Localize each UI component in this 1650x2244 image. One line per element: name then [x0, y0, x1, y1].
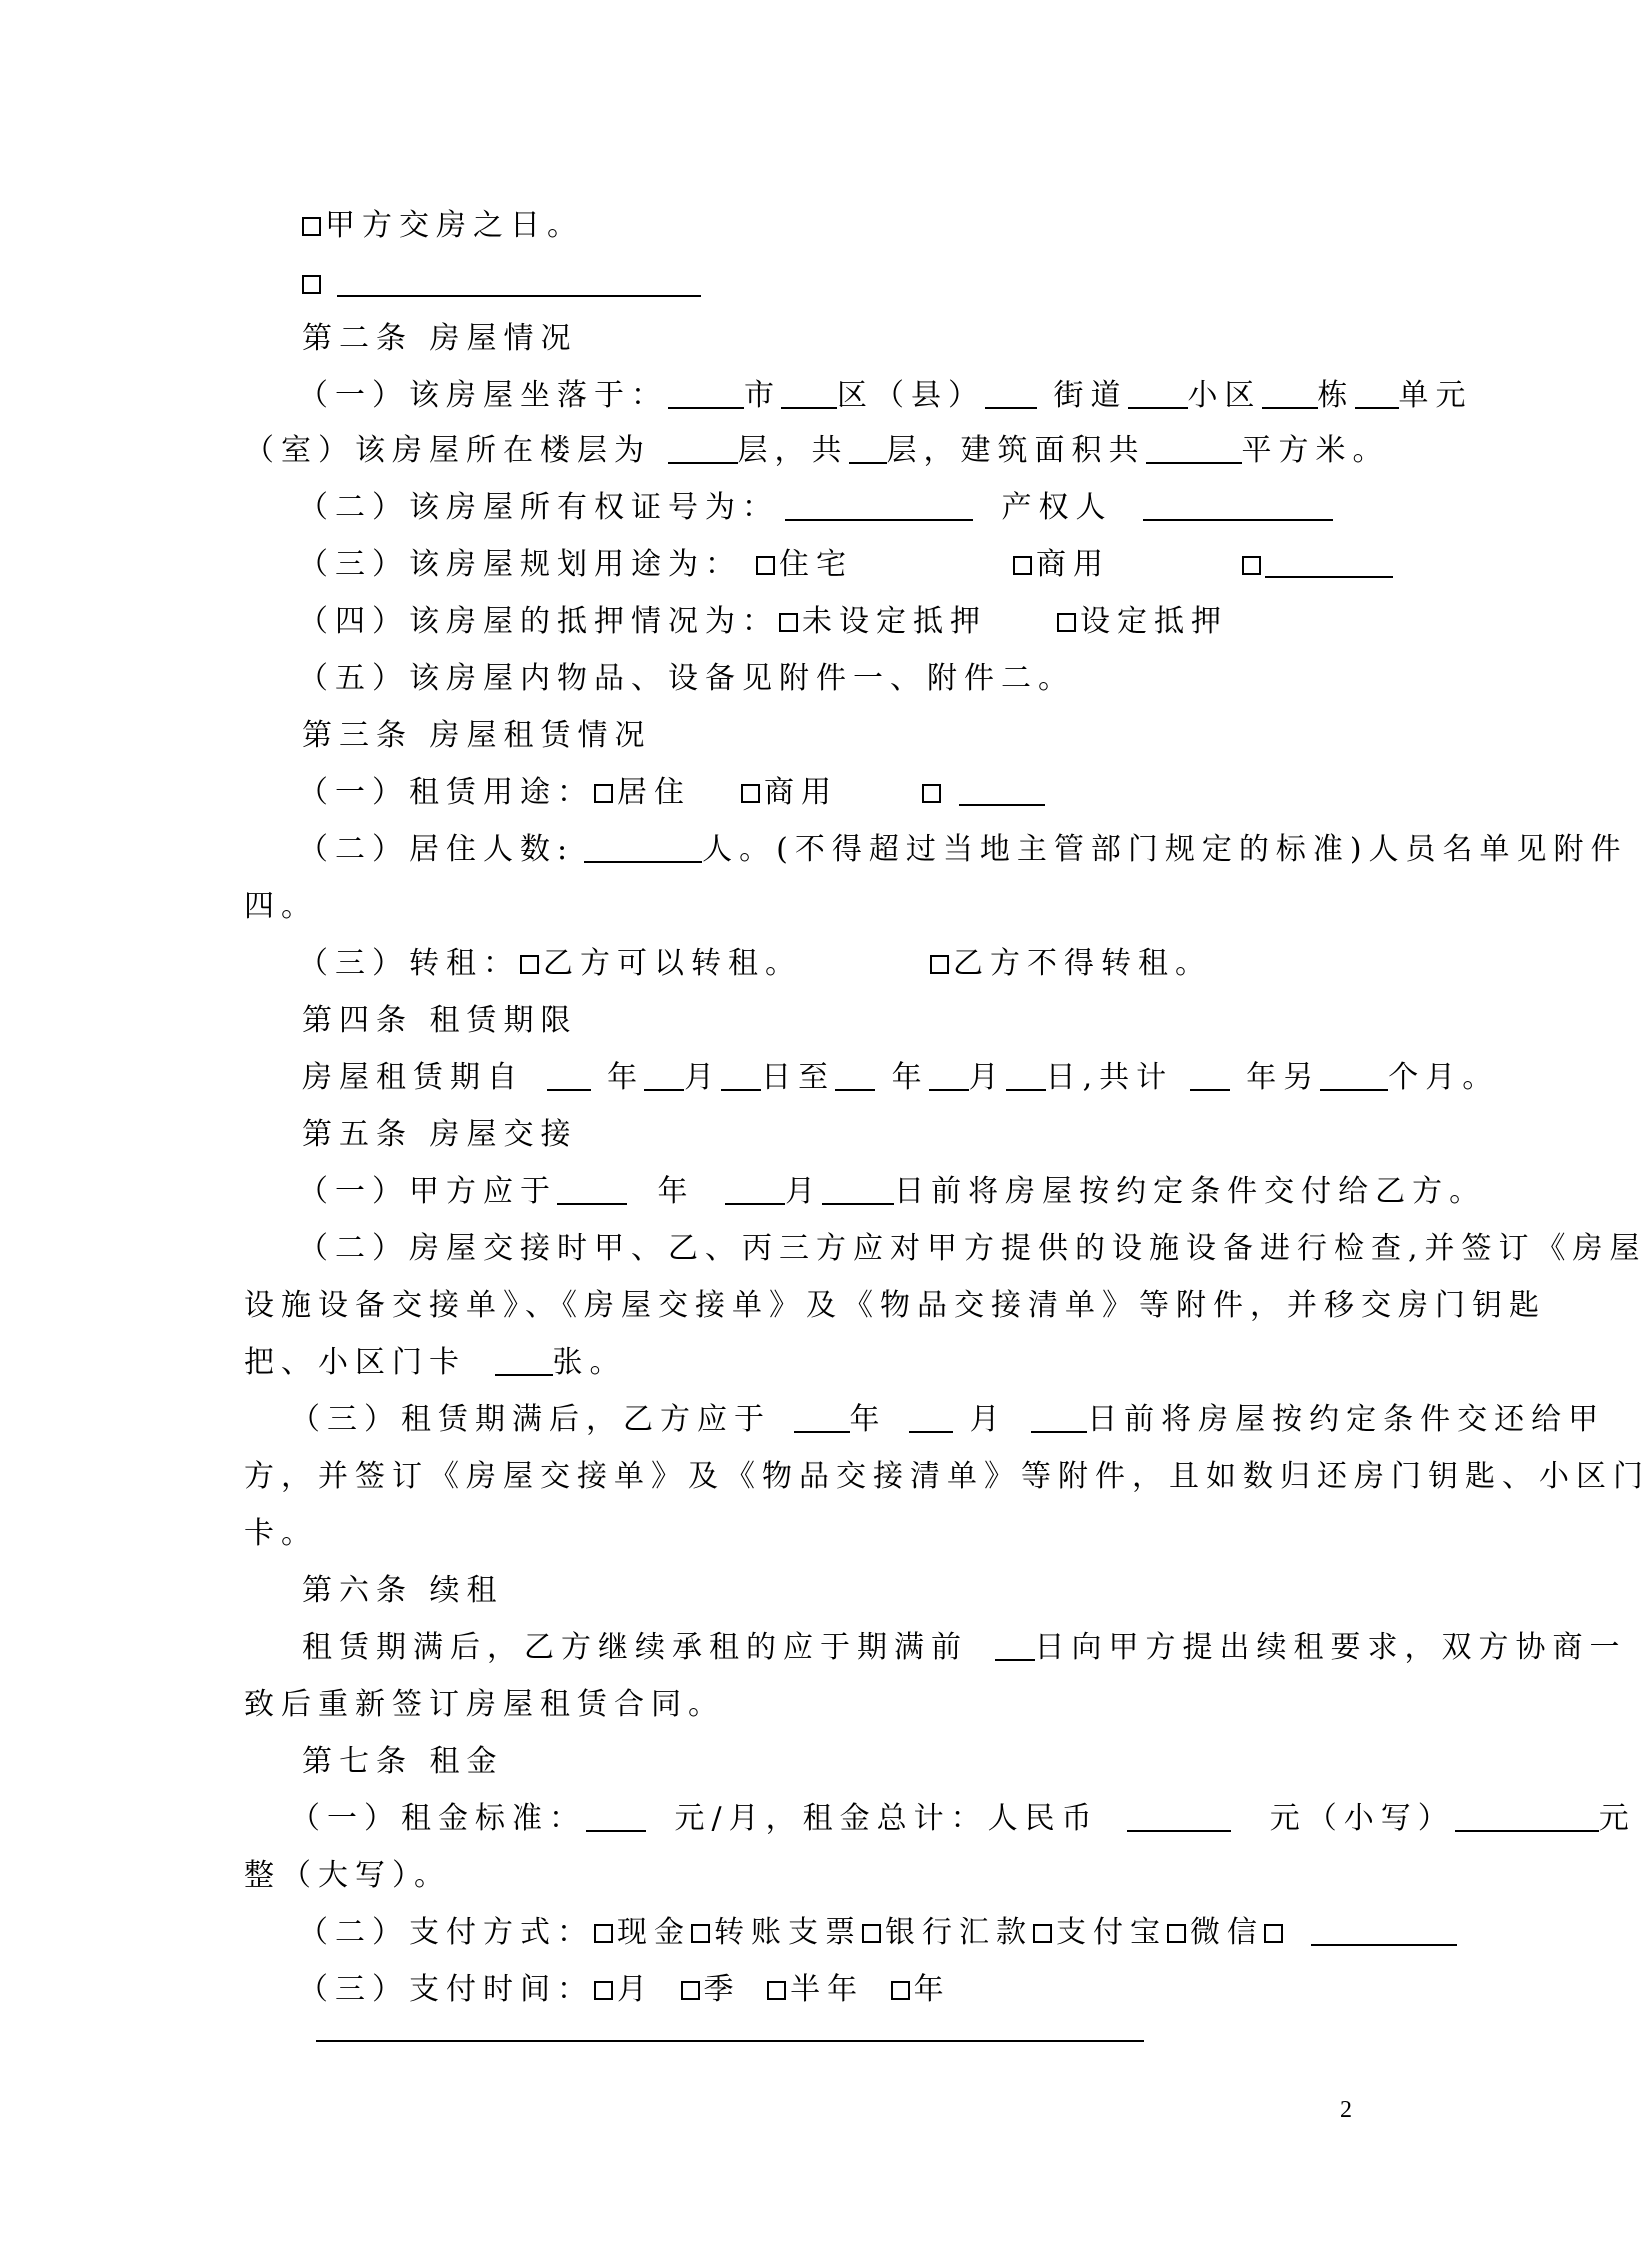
checkbox[interactable] — [756, 556, 775, 575]
text-line: （三）支付时间： 月 季 半年 年 — [298, 1972, 951, 2007]
section-heading: 第三条 房屋租赁情况 — [302, 718, 652, 753]
text-line: （一）甲方应于 年 月 日前将房屋按约定条件交付给乙方。 — [298, 1174, 1487, 1209]
blank-field[interactable] — [1146, 436, 1242, 464]
blank-field[interactable] — [781, 381, 837, 409]
text-line: 方，并签订《房屋交接单》及《物品交接清单》等附件，且如数归还房门钥匙、小区门 — [244, 1459, 1650, 1494]
blank-field[interactable] — [547, 1063, 591, 1091]
blank-field[interactable] — [1143, 493, 1333, 521]
text-line: 致后重新签订房屋租赁合同。 — [244, 1687, 725, 1722]
blank-field[interactable] — [929, 1063, 969, 1091]
text-line: （一）租赁用途： 居住 商用 — [298, 775, 1045, 811]
section-heading: 第六条 续租 — [302, 1573, 504, 1608]
text-line — [302, 266, 701, 302]
blank-field[interactable] — [586, 1804, 646, 1832]
checkbox[interactable] — [1013, 556, 1032, 575]
blank-field[interactable] — [644, 1063, 684, 1091]
blank-field[interactable] — [1190, 1063, 1230, 1091]
checkbox[interactable] — [594, 1981, 613, 2000]
blank-field[interactable] — [785, 493, 973, 521]
blank-field[interactable] — [668, 436, 738, 464]
blank-field[interactable] — [835, 1063, 875, 1091]
blank-field[interactable] — [1265, 550, 1393, 578]
blank-field[interactable] — [1311, 1918, 1457, 1946]
blank-field[interactable] — [495, 1348, 553, 1376]
section-heading: 第七条 租金 — [302, 1744, 504, 1779]
checkbox[interactable] — [779, 613, 798, 632]
text-line: （三）转租： 乙方可以转租。 乙方不得转租。 — [298, 946, 1212, 981]
blank-field[interactable] — [959, 778, 1045, 806]
checkbox[interactable] — [594, 1924, 613, 1943]
text-line: （二）该房屋所有权证号为： 产权人 — [298, 490, 1333, 526]
text-line: 房屋租赁期自 年 月 日至 年 月 日,共计 年另 个月。 — [302, 1060, 1500, 1095]
blank-field[interactable] — [1455, 1804, 1599, 1832]
blank-field[interactable] — [1031, 1405, 1087, 1433]
checkbox[interactable] — [594, 784, 613, 803]
blank-field[interactable] — [557, 1177, 627, 1205]
checkbox[interactable] — [681, 1981, 700, 2000]
blank-field[interactable] — [584, 835, 702, 863]
blank-field[interactable] — [794, 1405, 850, 1433]
blank-field[interactable] — [1006, 1063, 1046, 1091]
checkbox[interactable] — [302, 275, 321, 294]
blank-field[interactable] — [995, 1633, 1035, 1661]
blank-field[interactable] — [909, 1405, 953, 1433]
blank-line[interactable] — [316, 2040, 1144, 2042]
text-line: 卡。 — [244, 1516, 318, 1551]
blank-field[interactable] — [721, 1063, 761, 1091]
text-line: （一）该房屋坐落于： 市 区（县） 街道 小区 栋 单元 — [298, 378, 1473, 413]
checkbox[interactable] — [862, 1924, 881, 1943]
page-number: 2 — [1340, 2097, 1352, 2123]
text-line: （二）支付方式： 现金 转账支票 银行汇款 支付宝 微信 — [298, 1915, 1457, 1951]
checkbox[interactable] — [1264, 1924, 1283, 1943]
section-heading: 第二条 房屋情况 — [302, 321, 578, 356]
text-line: 四。 — [244, 889, 318, 924]
checkbox[interactable] — [520, 955, 539, 974]
text-line: 把、小区门卡 张。 — [244, 1345, 627, 1380]
text-line: 整（大写）。 — [244, 1858, 451, 1893]
checkbox[interactable] — [302, 217, 321, 236]
blank-field[interactable] — [668, 381, 744, 409]
checkbox[interactable] — [691, 1924, 710, 1943]
checkbox[interactable] — [1057, 613, 1076, 632]
blank-field[interactable] — [725, 1177, 785, 1205]
text-line: 租赁期满后，乙方继续承租的应于期满前 日向甲方提出续租要求，双方协商一 — [302, 1630, 1627, 1665]
blank-field[interactable] — [337, 269, 701, 297]
text-line: （二）房屋交接时甲、乙、丙三方应对甲方提供的设施设备进行检查,并签订《房屋 — [298, 1231, 1647, 1266]
text-line: 甲方交房之日。 — [302, 208, 584, 244]
text-line: 设施设备交接单》、《房屋交接单》及《物品交接清单》等附件，并移交房门钥匙 — [244, 1288, 1546, 1323]
checkbox[interactable] — [922, 784, 941, 803]
blank-field[interactable] — [985, 381, 1037, 409]
text-line: （三）该房屋规划用途为： 住宅 商用 — [298, 547, 1393, 583]
blank-field[interactable] — [1320, 1063, 1388, 1091]
text-line: （二）居住人数: 人。(不得超过当地主管部门规定的标准)人员名单见附件 — [298, 832, 1628, 867]
text-line: （室）该房屋所在楼层为 层，共 层，建筑面积共 平方米。 — [244, 433, 1390, 468]
checkbox[interactable] — [741, 784, 760, 803]
blank-field[interactable] — [849, 436, 887, 464]
text-line: （三）租赁期满后，乙方应于 年 月 日前将房屋按约定条件交还给甲 — [290, 1402, 1606, 1437]
section-heading: 第四条 租赁期限 — [302, 1003, 578, 1038]
blank-field[interactable] — [822, 1177, 894, 1205]
text-line: （五）该房屋内物品、设备见附件一、附件二。 — [298, 661, 1075, 696]
checkbox[interactable] — [1242, 556, 1261, 575]
blank-field[interactable] — [1262, 381, 1318, 409]
blank-field[interactable] — [1128, 381, 1188, 409]
checkbox[interactable] — [891, 1981, 910, 2000]
section-heading: 第五条 房屋交接 — [302, 1117, 578, 1152]
checkbox[interactable] — [767, 1981, 786, 2000]
blank-field[interactable] — [1355, 381, 1399, 409]
blank-field[interactable] — [1127, 1804, 1231, 1832]
checkbox[interactable] — [930, 955, 949, 974]
text-line: （一）租金标准： 元/月，租金总计：人民币 元（小写） 元 — [290, 1801, 1636, 1836]
text-line: （四）该房屋的抵押情况为： 未设定抵押 设定抵押 — [298, 604, 1228, 639]
checkbox[interactable] — [1167, 1924, 1186, 1943]
checkbox[interactable] — [1033, 1924, 1052, 1943]
